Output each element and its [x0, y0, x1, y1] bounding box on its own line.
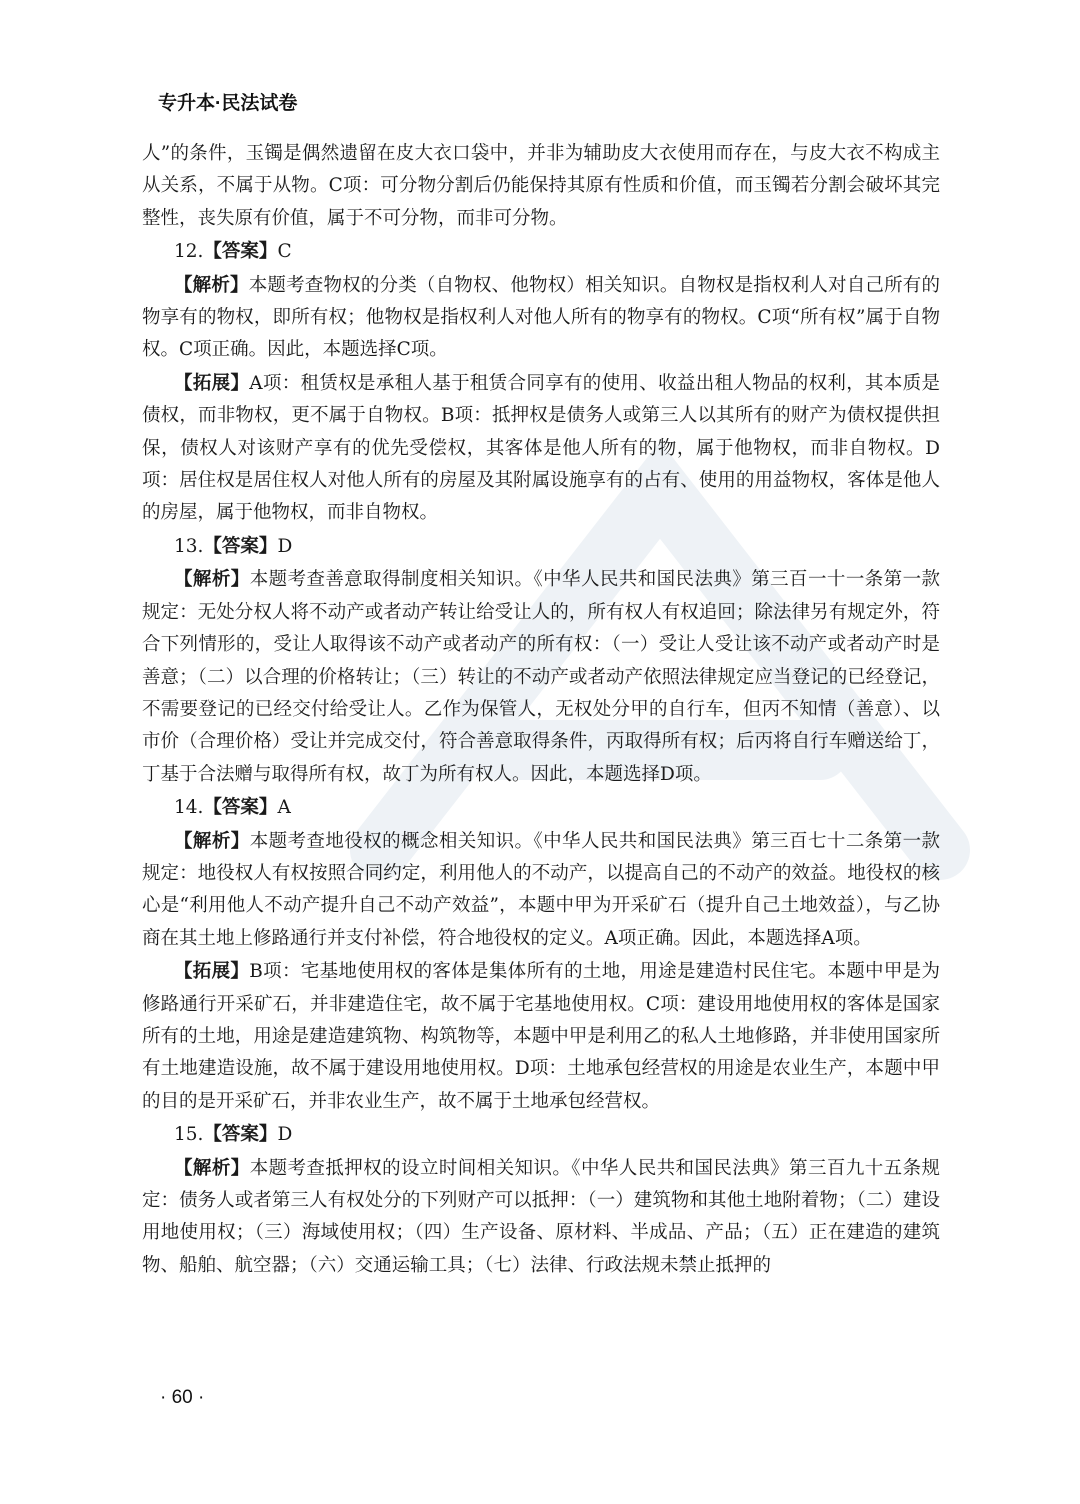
answer-value: D [277, 1124, 293, 1146]
analysis-tag: 【解析】 [174, 568, 250, 590]
extension-tag: 【拓展】 [174, 371, 250, 393]
question-number: 12. [174, 241, 204, 263]
question-number: 13. [174, 535, 204, 557]
page-header: 专升本·民法试卷 [158, 93, 298, 114]
answer-tag: 【答案】 [203, 796, 278, 818]
question-number: 15. [174, 1124, 204, 1146]
analysis-tag: 【解析】 [174, 273, 249, 295]
answer-value: A [277, 797, 291, 819]
analysis-tag: 【解析】 [174, 1156, 250, 1178]
answer-line [142, 235, 940, 268]
analysis-paragraph: 【解析】本题考查善意取得制度相关知识。《中华人民共和国民法典》第三百一十一条第一款规定：无处分权人将不动产或者动产转让给受让人的，所有权人有权追回；除法律另有规定外，符合下列情形的，受让人取得该不动产或者动产的所有权：（一）受让人受让该不动产或者动产时是善意；（二）以合理的价格转让；（三）转让的不动产或者动产依照法律规定应当登记的已经登记，不需要登记的已经交付给受让人。乙作为保管人，无权处分甲的自行车，但丙不知情（善意）、以市价（合理价格）受让并完成交付，符合善意取得条件，丙取得所有权；后丙将自行车赠送给丁，丁基于合法赠与取得所有权，故丁为所有权人。因此，本题选择D项。 [142, 568, 940, 785]
analysis-paragraph: 【解析】本题考查物权的分类（自物权、他物权）相关知识。自物权是指权利人对自己所有的物享有的物权，即所有权；他物权是指权利人对他人所有的物享有的物权。C项“所有权”属于自物权。C项正确。因此，本题选择C项。 [142, 273, 940, 361]
analysis-tag: 【解析】 [174, 829, 250, 851]
answer-value: C [277, 241, 292, 263]
extension-tag: 【拓展】 [174, 960, 250, 982]
answer-line [142, 791, 940, 824]
analysis-paragraph: 【解析】本题考查抵押权的设立时间相关知识。《中华人民共和国民法典》第三百九十五条规定：债务人或者第三人有权处分的下列财产可以抵押：（一）建筑物和其他土地附着物；（二）建设用地使用权；（三）海域使用权；（四）生产设备、原材料、半成品、产品；（五）正在建造的建筑物、船舶、航空器；（六）交通运输工具；（七）法律、行政法规未禁止抵押的 [142, 1156, 940, 1276]
answer-tag: 【答案】 [203, 1123, 278, 1145]
answer-line [142, 530, 940, 563]
answer-line [142, 1118, 940, 1151]
page-number: · 60 · [160, 1387, 205, 1408]
answer-tag: 【答案】 [203, 534, 278, 556]
answer-tag: 【答案】 [203, 240, 278, 262]
extension-paragraph: 【拓展】A项：租赁权是承租人基于租赁合同享有的使用、收益出租人物品的权利，其本质是债权，而非物权，更不属于自物权。B项：抵押权是债务人或第三人以其所有的财产为债权提供担保，债权人对该财产享有的优先受偿权，其客体是他人所有的物，属于他物权，而非自物权。D项：居住权是居住权人对他人所有的房屋及其附属设施享有的占有、使用的用益物权，客体是他人的房屋，属于他物权，而非自物权。 [142, 371, 940, 524]
paragraph: 人”的条件，玉镯是偶然遗留在皮大衣口袋中，并非为辅助皮大衣使用而存在，与皮大衣不构成主从关系，不属于从物。C项：可分物分割后仍能保持其原有性质和价值，而玉镯若分割会破坏其完整性，丧失原有价值，属于不可分物，而非可分物。 [142, 143, 940, 229]
question-number: 14. [174, 797, 204, 819]
extension-paragraph: 【拓展】B项：宅基地使用权的客体是集体所有的土地，用途是建造村民住宅。本题中甲是为修路通行开采矿石，并非建造住宅，故不属于宅基地使用权。C项：建设用地使用权的客体是国家所有的土地，用途是建造建筑物、构筑物等，本题中甲是利用乙的私人土地修路，并非使用国家所有土地建造设施，故不属于建设用地使用权。D项：土地承包经营权的用途是农业生产，本题中甲的目的是开采矿石，并非农业生产，故不属于土地承包经营权。 [142, 960, 940, 1112]
answer-content [142, 138, 940, 1282]
analysis-paragraph: 【解析】本题考查地役权的概念相关知识。《中华人民共和国民法典》第三百七十二条第一款规定：地役权人有权按照合同约定，利用他人的不动产，以提高自己的不动产的效益。地役权的核心是“利用他人不动产提升自己不动产效益”，本题中甲为开采矿石（提升自己土地效益），与乙协商在其土地上修路通行并支付补偿，符合地役权的定义。A项正确。因此，本题选择A项。 [142, 829, 940, 949]
answer-value: D [277, 535, 293, 557]
